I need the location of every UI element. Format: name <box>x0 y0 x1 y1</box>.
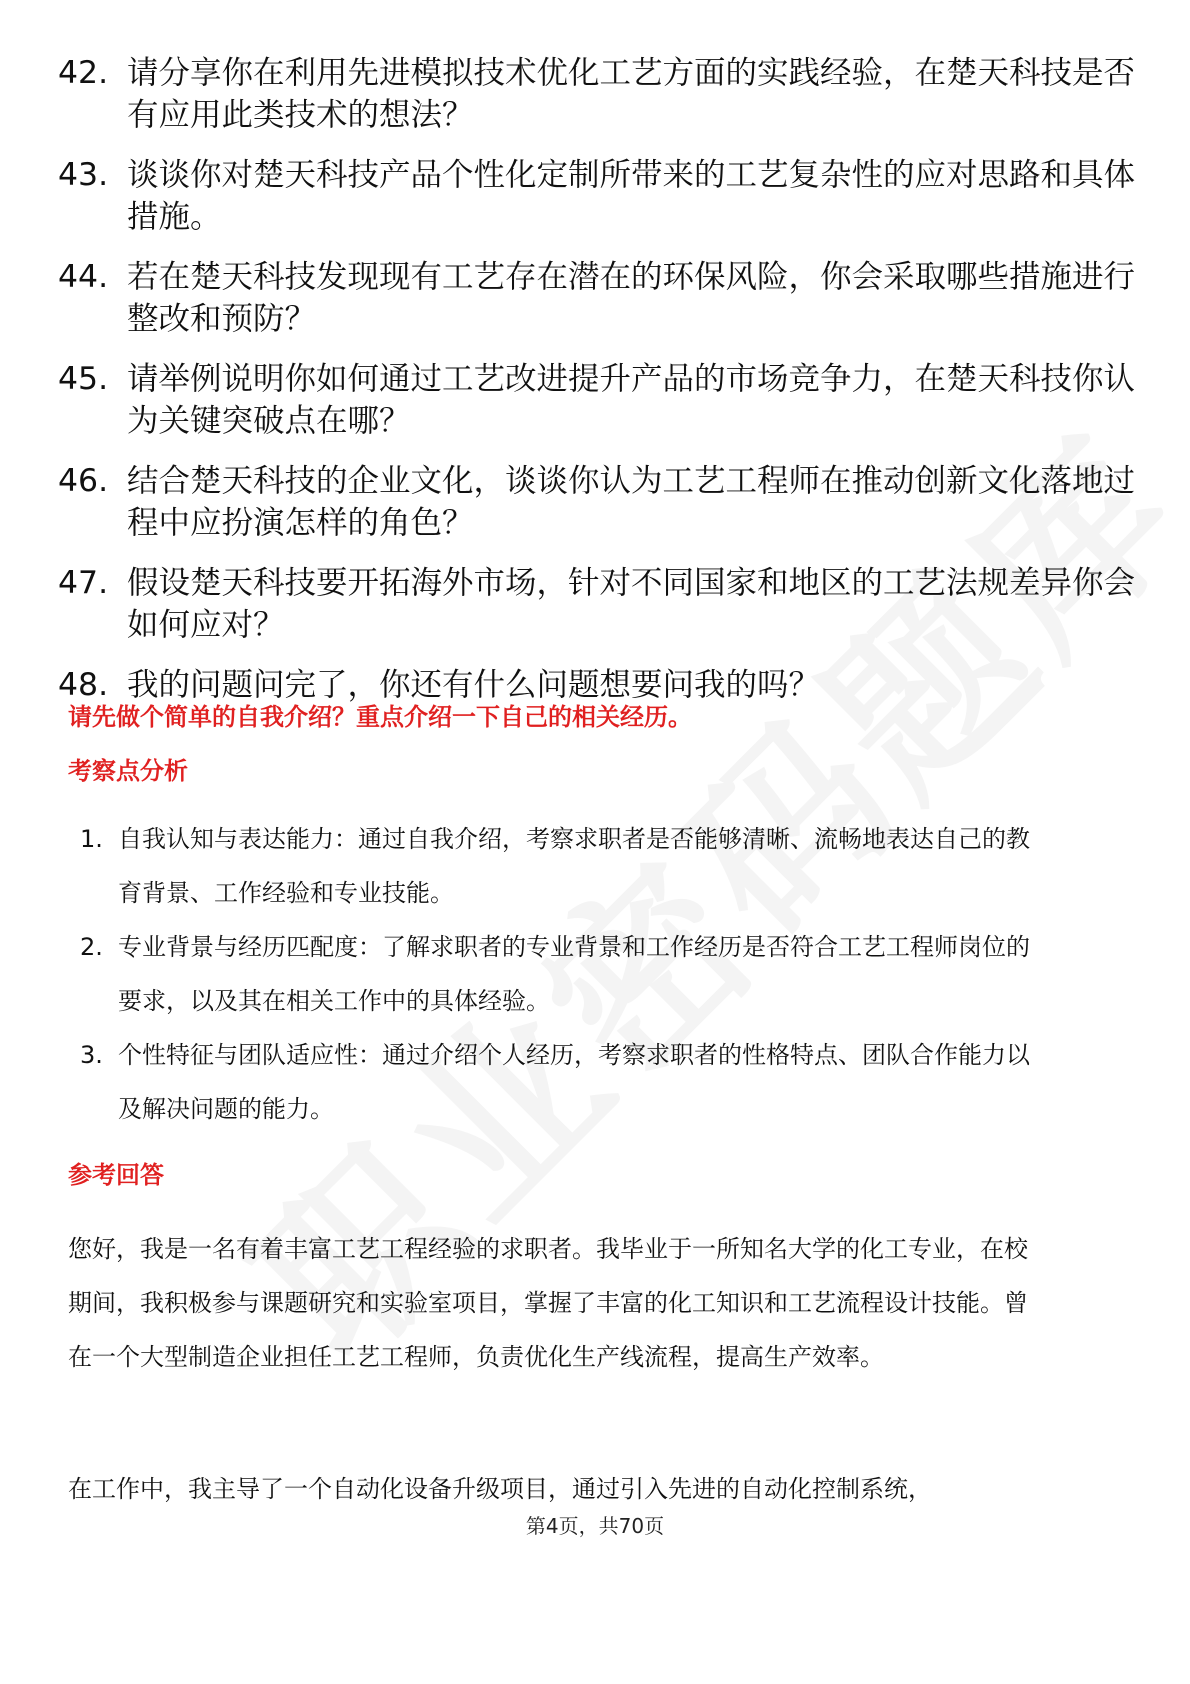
question-number: 45. <box>58 361 109 397</box>
question-item <box>58 664 1138 706</box>
analysis-text: 专业背景与经历匹配度：了解求职者的专业背景和工作经历是否符合工艺工程师岗位的要求，以及其在相关工作中的具体经验。 <box>118 933 1030 1015</box>
analysis-item <box>80 812 1040 920</box>
question-item <box>58 52 1138 136</box>
question-item <box>58 358 1138 442</box>
answer-paragraph: 您好，我是一名有着丰富工艺工程经验的求职者。我毕业于一所知名大学的化工专业，在校期间，我积极参与课题研究和实验室项目，掌握了丰富的化工知识和工艺流程设计技能。曾在一个大型制造企业担任工艺工程师，负责优化生产线流程，提高生产效率。 <box>68 1235 1028 1371</box>
question-number: 46. <box>58 463 109 499</box>
question-item <box>58 460 1138 544</box>
question-item <box>58 154 1138 238</box>
question-text: 请举例说明你如何通过工艺改进提升产品的市场竞争力，在楚天科技你认为关键突破点在哪？ <box>127 361 1136 439</box>
analysis-number: 1. <box>80 825 103 853</box>
analysis-heading: 考察点分析 <box>68 757 188 785</box>
question-list <box>58 52 1138 724</box>
analysis-text: 个性特征与团队适应性：通过介绍个人经历，考察求职者的性格特点、团队合作能力以及解决问题的能力。 <box>118 1041 1030 1123</box>
analysis-item <box>80 920 1040 1028</box>
question-text: 假设楚天科技要开拓海外市场，针对不同国家和地区的工艺法规差异你会如何应对？ <box>127 565 1136 643</box>
page-footer: 第4页，共70页 <box>525 1514 665 1538</box>
answer-paragraph: 在工作中，我主导了一个自动化设备升级项目，通过引入先进的自动化控制系统， <box>68 1475 932 1503</box>
question-text: 我的问题问完了，你还有什么问题想要问我的吗？ <box>127 667 821 703</box>
analysis-text: 自我认知与表达能力：通过自我介绍，考察求职者是否能够清晰、流畅地表达自己的教育背景、工作经验和专业技能。 <box>118 825 1030 907</box>
analysis-list <box>80 812 1040 1136</box>
featured-question-heading: 请先做个简单的自我介绍？重点介绍一下自己的相关经历。 <box>68 703 692 731</box>
question-number: 44. <box>58 259 109 295</box>
question-text: 请分享你在利用先进模拟技术优化工艺方面的实践经验，在楚天科技是否有应用此类技术的想法？ <box>127 55 1136 133</box>
question-text: 若在楚天科技发现现有工艺存在潜在的环保风险，你会采取哪些措施进行整改和预防？ <box>127 259 1136 337</box>
question-text: 谈谈你对楚天科技产品个性化定制所带来的工艺复杂性的应对思路和具体措施。 <box>127 157 1136 235</box>
question-item <box>58 256 1138 340</box>
question-number: 48. <box>58 667 109 703</box>
question-number: 42. <box>58 55 109 91</box>
answer-heading: 参考回答 <box>68 1161 164 1189</box>
question-text: 结合楚天科技的企业文化，谈谈你认为工艺工程师在推动创新文化落地过程中应扮演怎样的角色？ <box>127 463 1136 541</box>
analysis-number: 3. <box>80 1041 103 1069</box>
analysis-item <box>80 1028 1040 1136</box>
question-item <box>58 562 1138 646</box>
question-number: 43. <box>58 157 109 193</box>
question-number: 47. <box>58 565 109 601</box>
analysis-number: 2. <box>80 933 103 961</box>
